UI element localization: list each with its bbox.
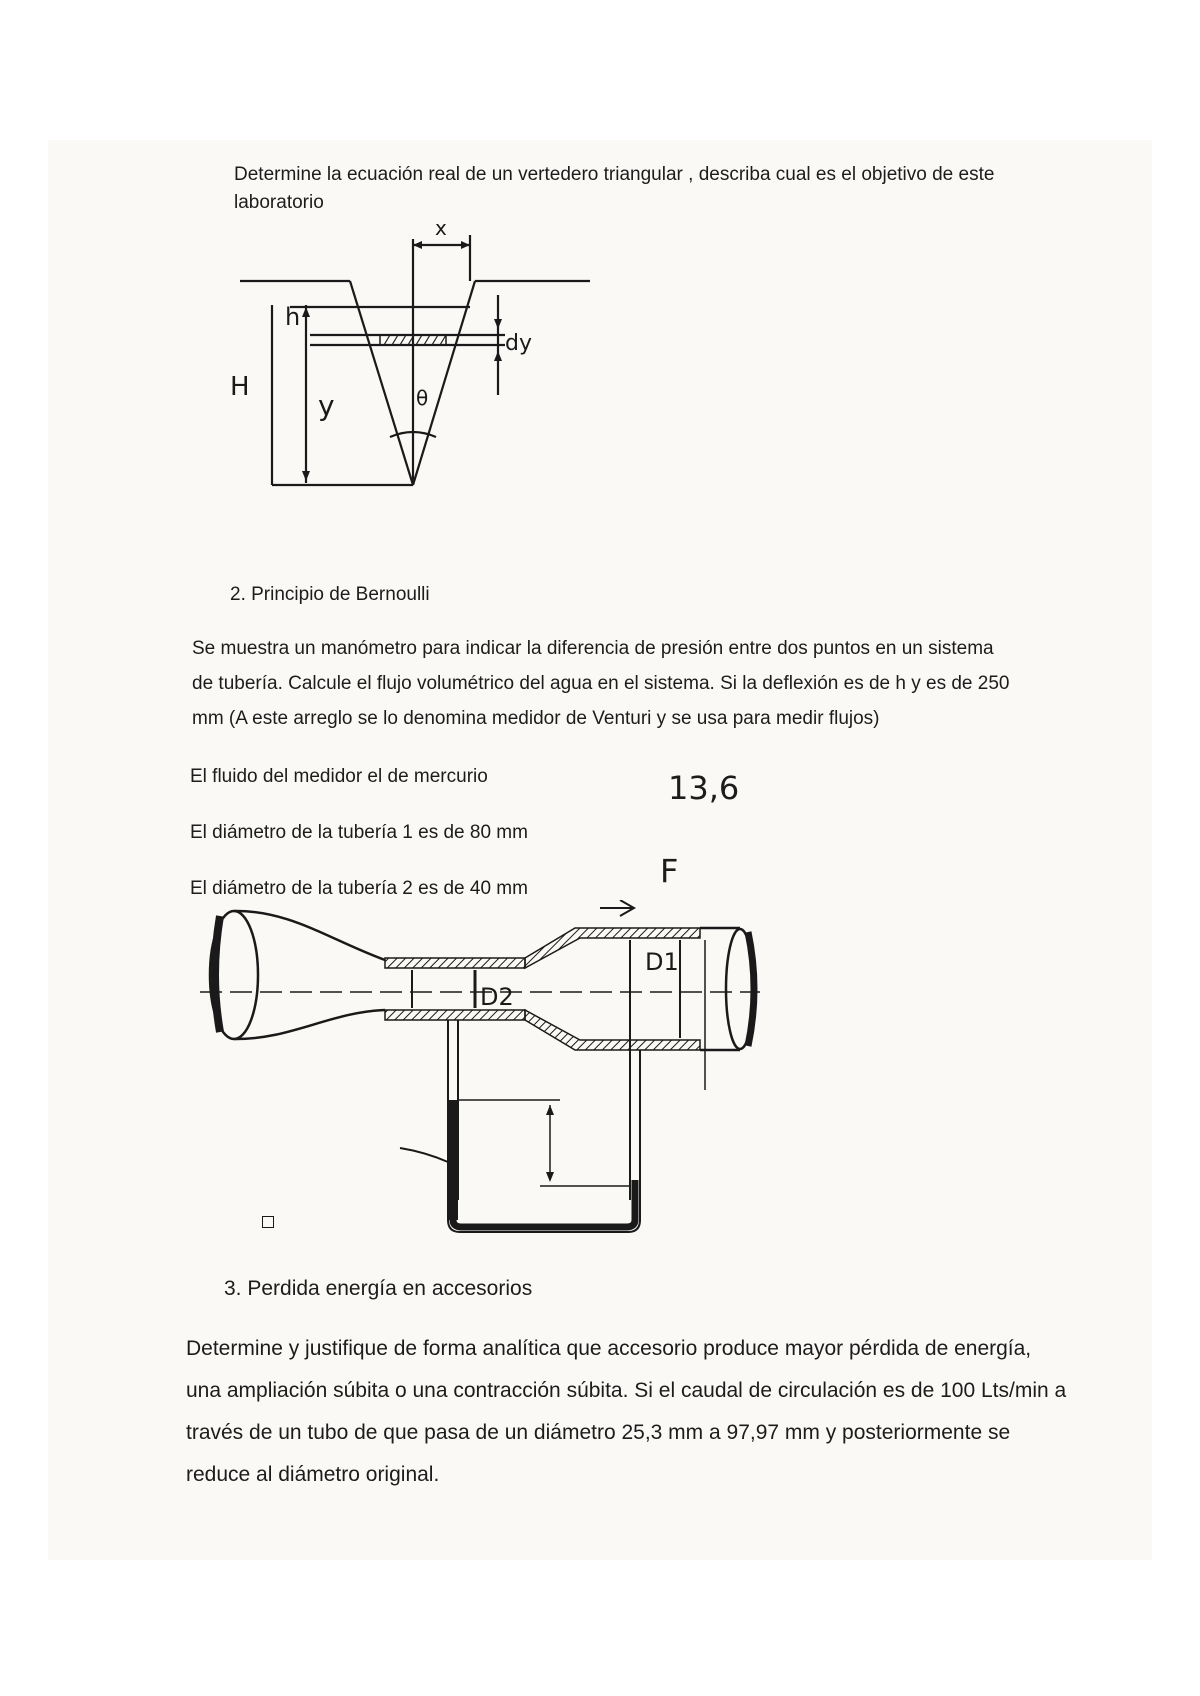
fluid-line: El fluido del medidor el de mercurio	[190, 766, 488, 787]
label-d2: D2	[480, 983, 514, 1011]
section2-para1: Se muestra un manómetro para indicar la diferencia de presión entre dos puntos en un sistema	[192, 638, 994, 659]
handwritten-f: F	[660, 852, 679, 890]
section3-heading: 3. Perdida energía en accesorios	[224, 1277, 533, 1300]
label-y: y	[318, 389, 335, 422]
label-dy: dy	[505, 331, 532, 356]
label-x: x	[435, 216, 447, 240]
section2-heading: 2. Principio de Bernoulli	[230, 584, 430, 605]
label-d1: D1	[645, 948, 679, 976]
venturi-meter-diagram	[200, 900, 760, 1250]
diameter2-line: El diámetro de la tubería 2 es de 40 mm	[190, 878, 528, 899]
diameter1-line: El diámetro de la tubería 1 es de 80 mm	[190, 822, 528, 843]
section2-para2: de tubería. Calcule el flujo volumétrico del agua en el sistema. Si la deflexión es de h y es de 250	[192, 673, 1010, 694]
section3-para3: través de un tubo de que pasa de un diámetro 25,3 mm a 97,97 mm y posteriormente se	[186, 1421, 1011, 1444]
label-H: H	[230, 372, 250, 402]
section3-para4: reduce al diámetro original.	[186, 1463, 440, 1486]
section3-para2: una ampliación súbita o una contracción súbita. Si el caudal de circulación es de 100 Lts/min a	[186, 1379, 1067, 1402]
section1-line1: Determine la ecuación real de un vertedero triangular , describa cual es el objetivo de este	[234, 164, 995, 185]
label-theta: θ	[416, 386, 429, 410]
triangular-weir-diagram	[230, 215, 610, 505]
checkbox-square	[262, 1216, 274, 1228]
handwritten-density: 13,6	[668, 769, 740, 807]
label-h: h	[285, 303, 301, 331]
section2-para3: mm (A este arreglo se lo denomina medidor de Venturi y se usa para medir flujos)	[192, 708, 880, 729]
section3-para1: Determine y justifique de forma analítica que accesorio produce mayor pérdida de energía,	[186, 1337, 1032, 1360]
section1-line2: laboratorio	[234, 192, 324, 213]
